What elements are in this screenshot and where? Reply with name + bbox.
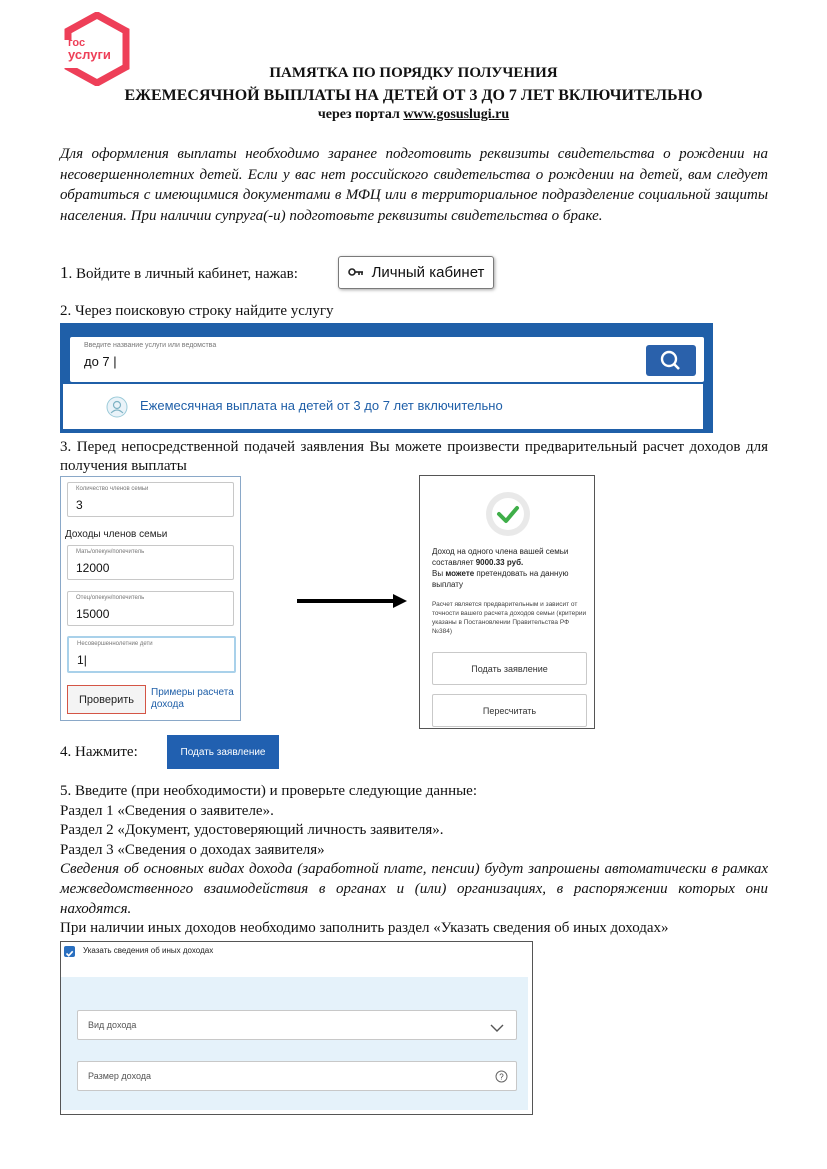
step5-italic-note: Сведения об основных видах дохода (заработной плате, пенсии) будут запрошены автоматически в рамках межведомственного взаимодействия в органах и (или) организациях, в распоряжении которых они находятся. (60, 861, 768, 917)
recalculate-button[interactable]: Пересчитать (432, 694, 587, 727)
arrow-icon (297, 593, 407, 609)
title-line3 (0, 107, 827, 123)
income-type-placeholder: Вид дохода (88, 1020, 137, 1030)
personal-account-button[interactable] (338, 256, 494, 289)
income-amount-field[interactable] (77, 1061, 517, 1091)
examples-link[interactable] (151, 687, 234, 711)
personal-account-label: Личный кабинет (371, 264, 485, 281)
step5-block (60, 782, 768, 939)
child-icon (106, 396, 128, 418)
logo-line1: гос (68, 37, 86, 49)
income-heading: Доходы членов семьи (65, 529, 168, 540)
father-income-label: Отец/опекун/попечитель (76, 595, 145, 601)
children-field[interactable] (67, 636, 236, 673)
family-members-value: 3 (76, 498, 83, 512)
key-icon (348, 264, 364, 281)
father-income-value: 15000 (76, 607, 110, 621)
title-line3-prefix: через портал (317, 107, 404, 122)
checkbox-checked-icon[interactable] (64, 946, 75, 957)
step5-line4: Раздел 3 «Сведения о доходах заявителя» (60, 841, 325, 858)
suggestion-label: Ежемесячная выплата на детей от 3 до 7 лет включительно (140, 398, 503, 413)
site-link[interactable]: www.gosuslugi.ru (403, 107, 510, 122)
search-icon (646, 345, 696, 376)
title-line1: ПАМЯТКА ПО ПОРЯДКУ ПОЛУЧЕНИЯ (269, 65, 558, 81)
step5-line1: 5. Введите (при необходимости) и проверьте следующие данные: (60, 783, 477, 799)
mother-income-label: Мать/опекун/попечитель (76, 549, 145, 555)
step3-text: 3. Перед непосредственной подачей заявления Вы можете произвести предварительный расчет доходов для получения выплаты (60, 439, 768, 474)
result-text (432, 546, 587, 590)
step1-text (60, 263, 298, 283)
result-line3: Вы можете претендовать на данную выплату (432, 569, 569, 589)
help-icon[interactable] (495, 1070, 508, 1088)
other-income-panel (60, 941, 533, 1115)
title-line2: ЕЖЕМЕСЯЧНОЙ ВЫПЛАТЫ НА ДЕТЕЙ ОТ 3 ДО 7 ЛЕТ ВКЛЮЧИТЕЛЬНО (124, 87, 703, 104)
father-income-field[interactable] (67, 591, 234, 626)
mother-income-value: 12000 (76, 561, 110, 575)
step5-line6: При наличии иных доходов необходимо заполнить раздел «Указать сведения об иных доходах» (60, 920, 669, 937)
mother-income-field[interactable] (67, 545, 234, 580)
search-value: до 7 | (84, 354, 117, 369)
income-type-select[interactable] (77, 1010, 517, 1040)
other-income-section (61, 977, 528, 1110)
svg-text:?: ? (499, 1072, 504, 1082)
step2-text: 2. Через поисковую строку найдите услугу (60, 303, 334, 319)
children-label: Несовершеннолетние дети (77, 641, 153, 647)
search-hint: Введите название услуги или ведомства (84, 342, 217, 349)
apply-button-secondary[interactable]: Подать заявление (432, 652, 587, 685)
logo-line2: услуги (68, 47, 111, 62)
step1-label: . Войдите в личный кабинет, нажав: (68, 266, 298, 282)
result-line1: Доход на одного члена вашей семьи (432, 547, 569, 556)
examples-line1: Примеры расчета (151, 687, 234, 698)
step5-line2: Раздел 1 «Сведения о заявителе». (60, 802, 274, 819)
search-button[interactable] (646, 345, 696, 376)
other-income-checkbox-label: Указать сведения об иных доходах (83, 946, 214, 955)
family-members-label: Количество членов семьи (76, 486, 149, 492)
chevron-down-icon (490, 1020, 504, 1038)
intro-paragraph: Для оформления выплаты необходимо заранее подготовить реквизиты свидетельства о рождении на несовершеннолетних детей. Если у вас нет российского свидетельства о рождении на детей, вам следует обратиться с имеющимися документами в МФЦ или в территориальное подразделение социальной защиты населения. При наличии супруга(-и) подготовьте реквизиты свидетельства о браке. (60, 146, 768, 224)
children-value: 1| (77, 653, 87, 667)
family-members-field[interactable] (67, 482, 234, 517)
apply-button[interactable]: Подать заявление (167, 735, 279, 769)
result-line2: составляет 9000.33 руб. (432, 558, 524, 567)
step4-text: 4. Нажмите: (60, 744, 138, 760)
calculation-result-panel (419, 475, 595, 729)
result-amount: 9000.33 руб. (475, 558, 524, 567)
result-note: Расчет является предварительным и зависит от точности вашего расчета доходов семьи (критерии указаны в Постановлении Правительства РФ №384) (432, 601, 587, 635)
income-calculator-form (60, 476, 241, 721)
step1-number: 1 (60, 263, 69, 282)
income-amount-placeholder: Размер дохода (88, 1071, 152, 1081)
check-button[interactable]: Проверить (67, 685, 146, 714)
step5-line3: Раздел 2 «Документ, удостоверяющий личность заявителя». (60, 822, 444, 839)
check-circle-icon (486, 492, 530, 536)
examples-line2: дохода (151, 699, 184, 710)
